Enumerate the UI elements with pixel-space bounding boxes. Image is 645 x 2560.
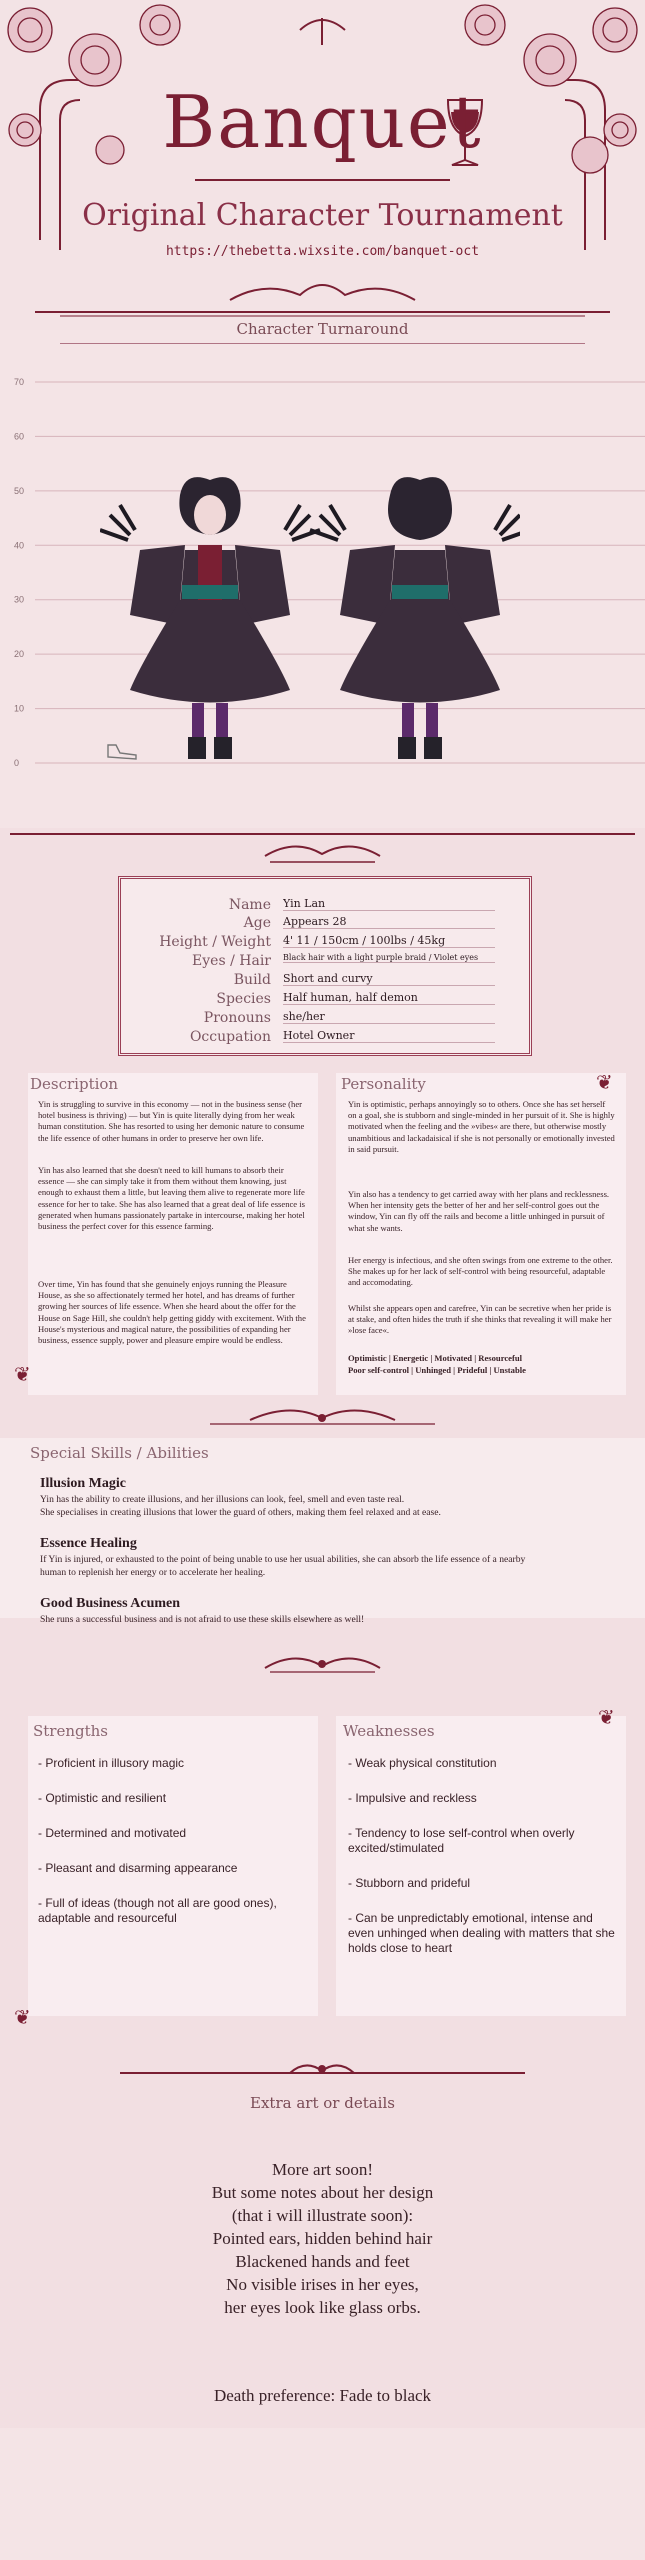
subtitle: Original Character Tournament xyxy=(82,198,563,233)
info-row-height-weight xyxy=(121,934,529,953)
info-value: Yin Lan xyxy=(283,897,495,911)
info-row-build xyxy=(121,972,529,991)
ornament-divider-5 xyxy=(0,2055,645,2091)
info-row-pronouns xyxy=(121,1010,529,1029)
strengths-list xyxy=(38,1756,308,1946)
weakness-item: - Can be unpredictably emotional, intense and even unhinged when dealing with matters that she holds close to heart xyxy=(348,1911,615,1955)
skill-name: Good Business Acumen xyxy=(40,1596,181,1611)
shoe-icon xyxy=(108,745,136,759)
skill-description: If Yin is injured, or exhausted to the point of being unable to use her usual abilities, she can absorb the life essence of a nearby xyxy=(40,1554,526,1565)
y-tick-label: 40 xyxy=(14,540,25,551)
note-line: (that i will illustrate soon): xyxy=(231,2206,414,2225)
description-paragraph: Yin is struggling to survive in this economy — not in the business sense (her hotel business is thriving) — but Yin is quite literally dying from her weak human constitution. She has resorted to using her demonic nature to consume the life essence of other humans in order to preserve her own life. xyxy=(38,1099,305,1143)
hair-back xyxy=(388,477,452,540)
figure-back xyxy=(310,477,520,759)
skill-description: She runs a successful business and is not afraid to use these skills elsewhere as well! xyxy=(40,1614,365,1625)
personality-traits-positive: Optimistic | Energetic | Motivated | Resourceful xyxy=(348,1353,523,1363)
info-row-species xyxy=(121,991,529,1010)
info-row-name xyxy=(121,897,529,916)
character-figures xyxy=(100,475,520,795)
description-paragraph: Yin has also learned that she doesn't need to kill humans to absorb their essence — she can simply take it from them without them knowing, just enough to exhaust them a little, but leaving them alive to regenerate more life essence for her to take. She has also learned that a great deal of life essence is generated when humans passionately partake in intercourse, making her hotel business the perfect cover for this essence farming. xyxy=(38,1165,306,1232)
y-tick-label: 70 xyxy=(14,377,25,387)
skills-title: Special Skills / Abilities xyxy=(30,1444,209,1462)
description-title: Description xyxy=(30,1075,119,1093)
info-box xyxy=(118,876,532,1056)
info-value: Half human, half demon xyxy=(283,991,495,1005)
corner-ornament-icon: ❦ xyxy=(598,1705,615,1729)
note-line: Pointed ears, hidden behind hair xyxy=(212,2229,433,2248)
skill-name: Essence Healing xyxy=(40,1536,137,1551)
ornament-divider-3 xyxy=(0,1402,645,1438)
info-label: Pronouns xyxy=(203,1010,271,1026)
personality-traits-negative: Poor self-control | Unhinged | Prideful | Unstable xyxy=(348,1365,526,1375)
info-row-age xyxy=(121,915,529,934)
skill-description: She specialises in creating illusions that lower the guard of others, making them feel relaxed and at ease. xyxy=(40,1507,441,1518)
info-value: Hotel Owner xyxy=(283,1029,495,1043)
y-tick-label: 20 xyxy=(14,649,25,660)
info-label: Eyes / Hair xyxy=(192,953,271,969)
note-line: But some notes about her design xyxy=(211,2183,434,2202)
death-preference: Death preference: Fade to black xyxy=(213,2386,432,2405)
section-title-extra: Extra art or details xyxy=(250,2094,395,2112)
ornament-divider-4 xyxy=(0,1650,645,1686)
weakness-item: - Stubborn and prideful xyxy=(348,1876,471,1890)
info-label: Build xyxy=(233,972,271,988)
weaknesses-list xyxy=(348,1756,616,1976)
personality-title: Personality xyxy=(341,1075,426,1093)
strength-item: - Pleasant and disarming appearance xyxy=(38,1861,238,1875)
info-label: Species xyxy=(216,991,271,1007)
note-line: No visible irises in her eyes, xyxy=(226,2275,419,2294)
divider xyxy=(60,343,585,344)
y-tick-label: 0 xyxy=(14,758,20,768)
strengths-panel xyxy=(28,1716,318,2016)
personality-paragraph: Whilst she appears open and carefree, Yin can be secretive when her pride is at stake, and often hides the truth if she thinks that revealing it will make her »lose face«. xyxy=(348,1303,612,1336)
ornament-divider-2 xyxy=(0,836,645,872)
personality-paragraph: Yin is optimistic, perhaps annoyingly so to others. Once she has set herself on a goal, she is stubborn and single-minded in her pursuit of it. She is highly motivated when the feeling and the »vibes« are there, but otherwise mostly unambitious and lackadaisical if she is not personally or emotionally invested in said pursuit. xyxy=(348,1099,615,1154)
personality-paragraph: Her energy is infectious, and she often swings from one extreme to the other. She makes up for her lack of self-control with being resourceful, adaptable and accomodating. xyxy=(348,1255,613,1288)
y-tick-label: 60 xyxy=(14,431,25,442)
info-value: Appears 28 xyxy=(283,915,495,929)
corner-ornament-icon: ❦ xyxy=(14,1362,31,1386)
section-title-turnaround: Character Turnaround xyxy=(236,320,409,338)
corner-ornament-icon: ❦ xyxy=(596,1070,613,1094)
info-label: Occupation xyxy=(189,1029,271,1045)
info-value: 4' 11 / 150cm / 100lbs / 45kg xyxy=(283,934,495,948)
info-label: Name xyxy=(228,897,271,913)
skill-description: human to replenish her energy or to accelerate her healing. xyxy=(40,1567,266,1578)
info-label: Height / Weight xyxy=(159,934,271,950)
figure-front xyxy=(100,477,320,759)
info-row-occupation xyxy=(121,1029,529,1048)
site-url[interactable]: https://thebetta.wixsite.com/banquet-oct xyxy=(165,244,480,259)
y-tick-label: 50 xyxy=(14,485,25,496)
info-label: Age xyxy=(243,915,271,931)
weakness-item: - Impulsive and reckless xyxy=(348,1791,477,1805)
note-line: her eyes look like glass orbs. xyxy=(224,2298,421,2317)
strength-item: - Determined and motivated xyxy=(38,1826,187,1840)
note-line: Blackened hands and feet xyxy=(235,2252,410,2271)
note-line: More art soon! xyxy=(271,2160,374,2179)
info-value: Short and curvy xyxy=(283,972,495,986)
weakness-item: - Tendency to lose self-control when overly excited/stimulated xyxy=(348,1826,575,1855)
info-row-eyes-hair xyxy=(121,953,529,972)
corner-ornament-icon: ❦ xyxy=(14,2005,31,2029)
strength-item: - Optimistic and resilient xyxy=(38,1791,167,1805)
strength-item: - Full of ideas (though not all are good ones), adaptable and resourceful xyxy=(38,1896,277,1925)
skill-description: Yin has the ability to create illusions, and her illusions can look, feel, smell and even taste real. xyxy=(40,1494,405,1505)
description-paragraph: Over time, Yin has found that she genuinely enjoys running the Pleasure House, as she so affectionately termed her hotel, and has dreams of further growing her sources of life essence. When she heard about the offer for the House on Sage Hill, she couldn't help getting giddy with excitement. With the House's mysterious and magical nature, the possibilities of expanding her business, essence supply, power and pleasure empire would be endless. xyxy=(38,1279,306,1346)
strength-item: - Proficient in illusory magic xyxy=(38,1756,185,1770)
info-value: Black hair with a light purple braid / Violet eyes xyxy=(283,953,495,963)
skill-name: Illusion Magic xyxy=(40,1476,126,1491)
info-value: she/her xyxy=(283,1010,495,1024)
y-tick-label: 10 xyxy=(14,703,25,714)
weakness-item: - Weak physical constitution xyxy=(348,1756,497,1770)
weaknesses-title: Weaknesses xyxy=(343,1722,435,1740)
logo-title: Banquet xyxy=(162,80,483,164)
y-tick-label: 30 xyxy=(14,594,25,605)
weaknesses-panel xyxy=(336,1716,626,2016)
skills-section xyxy=(0,1438,645,1625)
design-notes xyxy=(0,2158,645,2319)
strengths-title: Strengths xyxy=(33,1722,108,1740)
description-panel xyxy=(28,1073,318,1395)
personality-panel xyxy=(336,1073,626,1395)
personality-paragraph: Yin also has a tendency to get carried away with her plans and recklessness. When her intensity gets the better of her and her self-control goes out the window, Yin can fly off the rails and become a little unhinged in pursuit of what she wants. xyxy=(348,1189,610,1233)
divider-top xyxy=(10,833,635,835)
